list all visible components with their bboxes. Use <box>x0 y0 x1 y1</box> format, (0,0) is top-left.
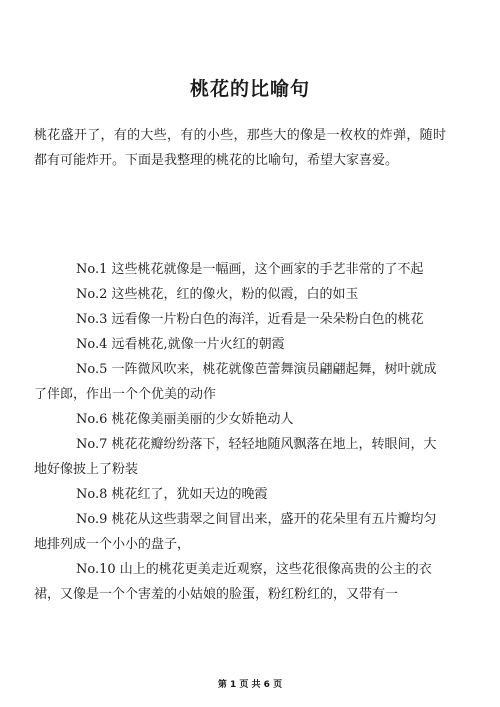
list-item: No.2 这些桃花，红的像火，粉的似霞，白的如玉 <box>76 287 359 302</box>
intro-paragraph: 桃花盛开了，有的大些，有的小些，那些大的像是一枚枚的炸弹，随时都有可能炸开。下面是我整理的桃花的比喻句，希望大家喜爱。 <box>34 128 446 168</box>
list-item: No.1 这些桃花就像是一幅画，这个画家的手艺非常的了不起 <box>76 262 424 277</box>
page-number-footer: 第 1 页 共 6 页 <box>217 680 283 690</box>
list-item: No.9 桃花从这些翡翠之间冒出来，盛开的花朵里有五片瓣均匀地排列成一个小小的盘子， <box>34 512 437 552</box>
list-item: No.6 桃花像美丽美丽的少女娇艳动人 <box>76 412 294 427</box>
simile-list <box>34 257 446 607</box>
list-item: No.10 山上的桃花更美走近观察，这些花很像高贵的公主的衣裙，又像是一个个害羞的小姑娘的脸蛋，粉红粉红的，又带有一 <box>34 562 432 602</box>
list-item: No.8 桃花红了，犹如天边的晚霞 <box>76 487 268 502</box>
list-item: No.5 一阵微风吹来，桃花就像芭蕾舞演员翩翩起舞，树叶就成了伴郎，作出一个个优美的动作 <box>34 362 437 402</box>
document-title: 桃花的比喻句 <box>189 78 310 100</box>
list-item: No.4 远看桃花,就像一片火红的朝霞 <box>76 337 285 352</box>
list-item: No.3 远看像一片粉白色的海洋，近看是一朵朵粉白色的桃花 <box>76 312 424 327</box>
list-item: No.7 桃花花瓣纷纷落下，轻轻地随风飘落在地上，转眼间，大地好像披上了粉装 <box>34 437 437 477</box>
